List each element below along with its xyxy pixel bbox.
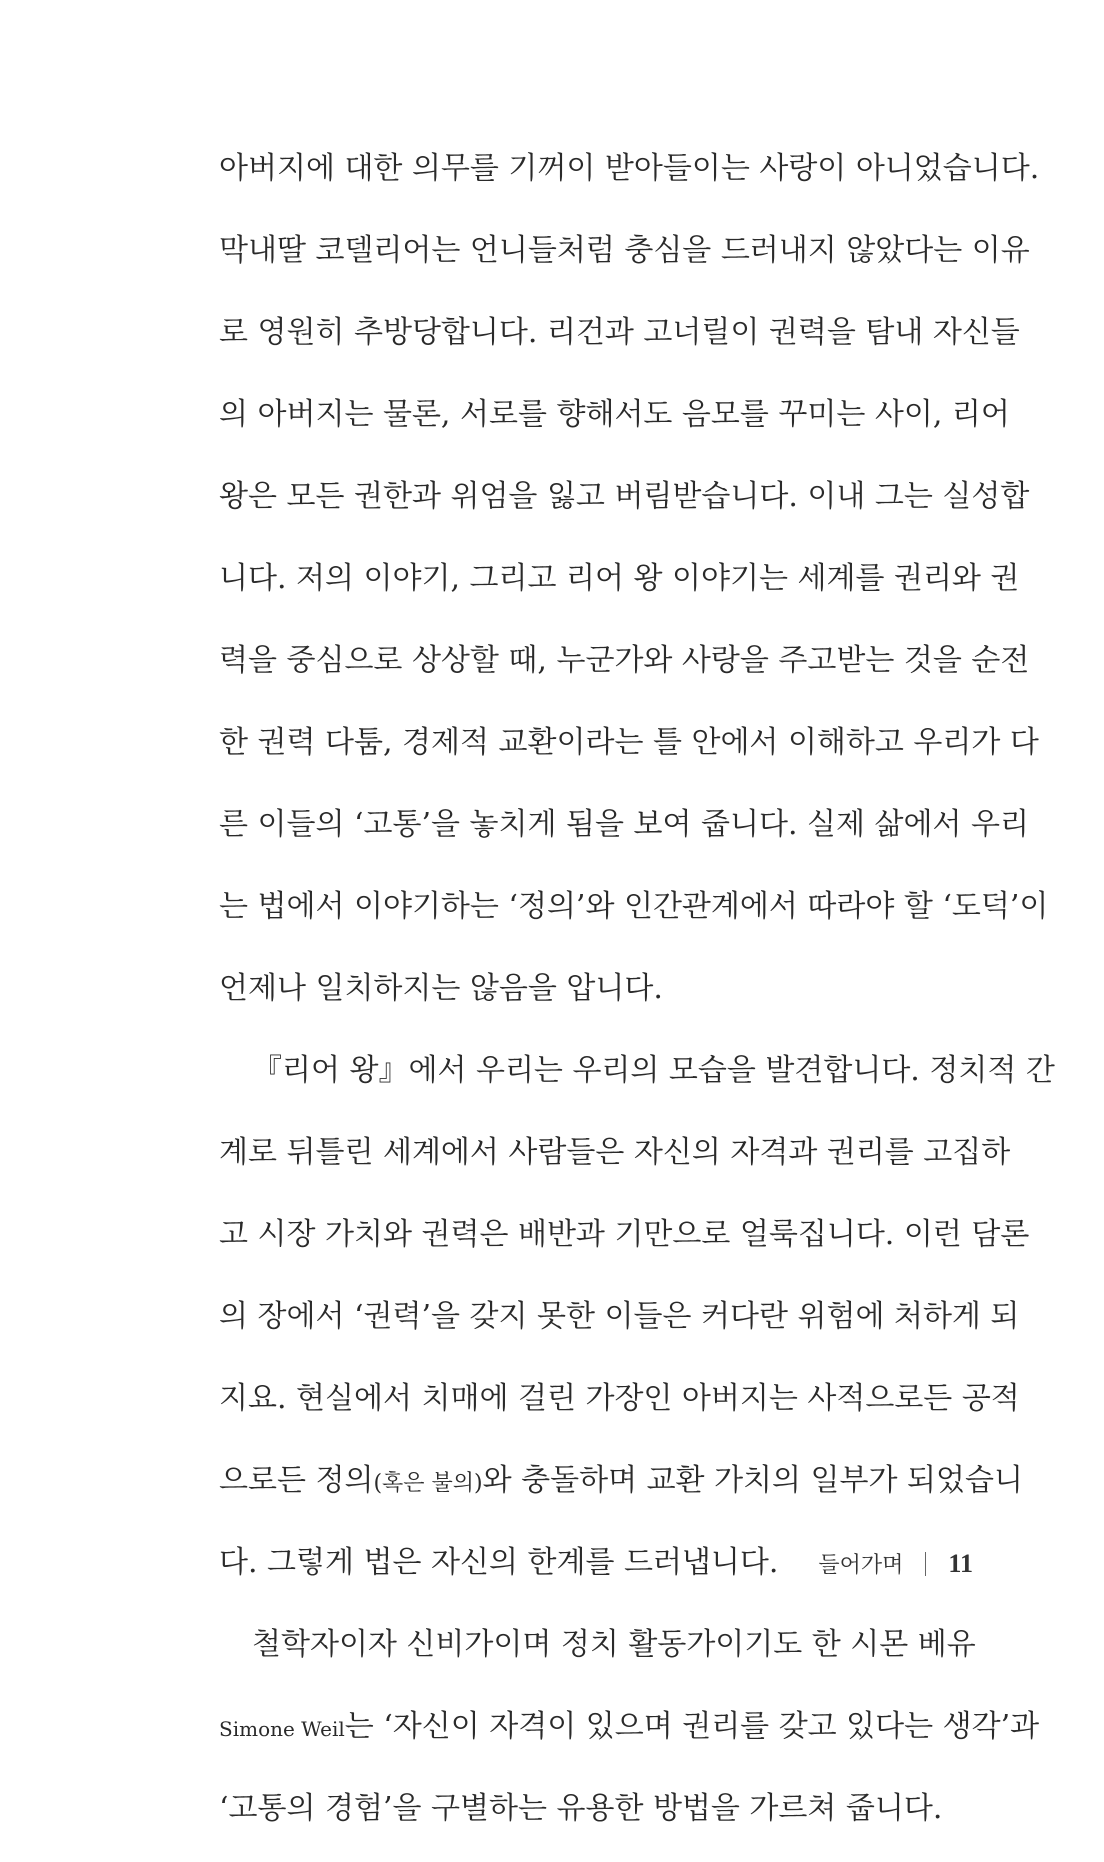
page-footer: [818, 1548, 973, 1579]
text-run: 는 ‘자신이 자격이 있으며 권리를 갖고 있다는 생각’과: [344, 1709, 1040, 1744]
text-line: 『리어 왕』에서 우리는 우리의 모습을 발견합니다. 정치적 간: [252, 1053, 1055, 1088]
text-line: ‘고통의 경험’을 구별하는 유용한 방법을 가르쳐 줍니다.: [219, 1791, 943, 1826]
text-line: [219, 1452, 1023, 1534]
text-line: 철학자이자 신비가이며 정치 활동가이기도 한 시몬 베유: [252, 1627, 976, 1662]
text-line: 로 영원히 추방당합니다. 리건과 고너릴이 권력을 탐내 자신들: [219, 315, 1020, 350]
body-text: [219, 140, 1055, 1862]
footer-divider: [925, 1552, 926, 1576]
text-line: 다. 그렇게 법은 자신의 한계를 드러냅니다.: [219, 1545, 779, 1580]
page-number: 11: [948, 1548, 973, 1578]
text-line: 니다. 저의 이야기, 그리고 리어 왕 이야기는 세계를 권리와 권: [219, 561, 1020, 596]
text-line: [219, 1698, 1040, 1780]
parenthetical-note: (혹은 불의): [373, 1471, 483, 1496]
text-line: 의 아버지는 물론, 서로를 향해서도 음모를 꾸미는 사이, 리어: [219, 397, 1010, 432]
text-line: 왕은 모든 권한과 위엄을 잃고 버림받습니다. 이내 그는 실성합: [219, 479, 1030, 514]
foreign-name: Simone Weil: [219, 1717, 345, 1741]
text-line: 아버지에 대한 의무를 기꺼이 받아들이는 사랑이 아니었습니다.: [219, 151, 1040, 186]
text-line: 지요. 현실에서 치매에 걸린 가장인 아버지는 사적으로든 공적: [219, 1381, 1020, 1416]
text-line: 는 법에서 이야기하는 ‘정의’와 인간관계에서 따라야 할 ‘도덕’이: [219, 889, 1049, 924]
text-line: 고 시장 가치와 권력은 배반과 기만으로 얼룩집니다. 이런 담론: [219, 1217, 1030, 1252]
text-line: 의 장에서 ‘권력’을 갖지 못한 이들은 커다란 위험에 처하게 되: [219, 1299, 1020, 1334]
text-line: 막내딸 코델리어는 언니들처럼 충심을 드러내지 않았다는 이유: [219, 233, 1030, 268]
text-line: 력을 중심으로 상상할 때, 누군가와 사랑을 주고받는 것을 순전: [219, 643, 1030, 678]
section-title: 들어가며: [818, 1553, 904, 1578]
text-run: 와 충돌하며 교환 가치의 일부가 되었습니: [482, 1463, 1023, 1498]
text-line: 한 권력 다툼, 경제적 교환이라는 틀 안에서 이해하고 우리가 다: [219, 725, 1039, 760]
text-line: 계로 뒤틀린 세계에서 사람들은 자신의 자격과 권리를 고집하: [219, 1135, 1011, 1170]
text-line: 른 이들의 ‘고통’을 놓치게 됨을 보여 줍니다. 실제 삶에서 우리: [219, 807, 1029, 842]
text-run: 으로든 정의: [219, 1463, 374, 1498]
text-line: 언제나 일치하지는 않음을 압니다.: [219, 971, 663, 1006]
